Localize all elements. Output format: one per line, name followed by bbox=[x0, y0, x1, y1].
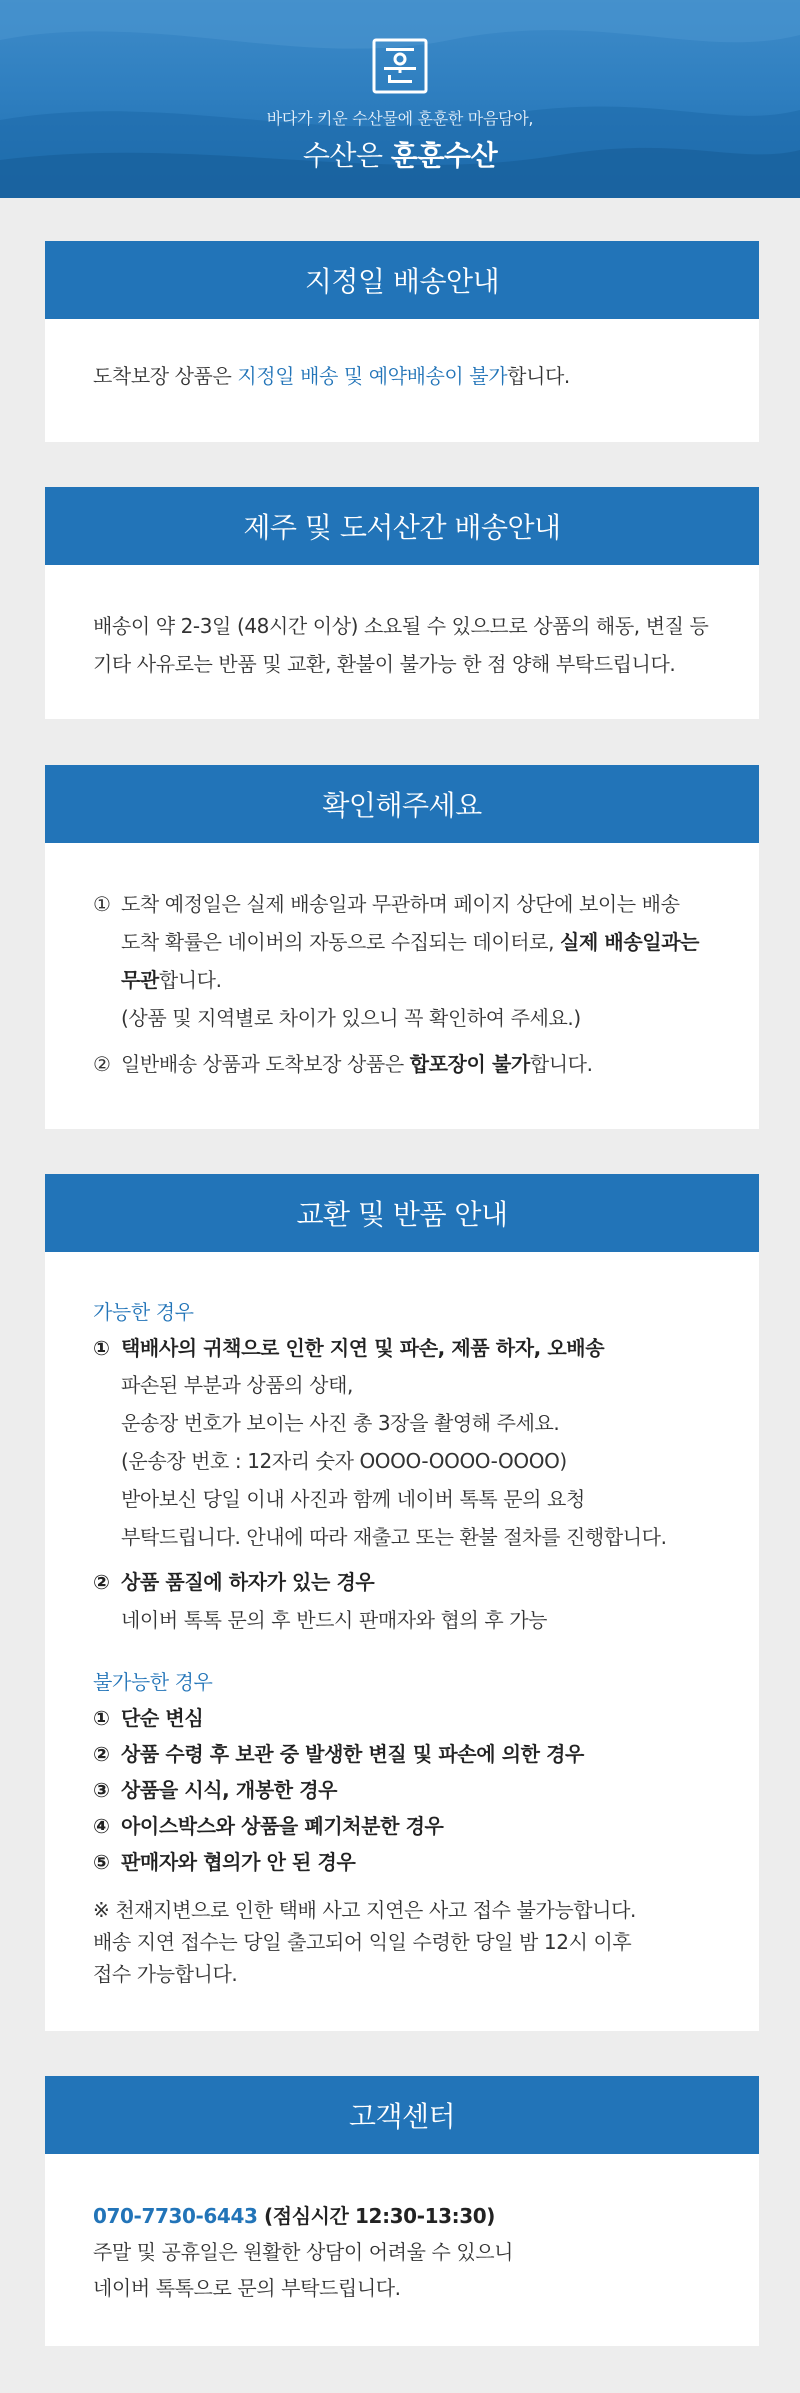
section-body bbox=[45, 2154, 759, 2306]
cs-phone-line bbox=[93, 2198, 711, 2234]
jeju-line-1: 배송이 약 2-3일 (48시간 이상) 소요될 수 있으므로 상품의 해동, 변질 등 bbox=[93, 614, 709, 638]
customer-center-card bbox=[45, 2076, 759, 2346]
cs-line-3: 네이버 톡톡으로 문의 부탁드립니다. bbox=[93, 2276, 401, 2300]
item-number: ② bbox=[93, 1052, 111, 1076]
item-number: ① bbox=[93, 1336, 110, 1360]
item-text: 일반배송 상품과 도착보장 상품은 bbox=[121, 1052, 410, 1076]
cs-hours: (점심시간 12:30-13:30) bbox=[257, 2204, 495, 2228]
hero-title bbox=[0, 134, 800, 174]
item-text: 합니다. bbox=[158, 968, 222, 992]
section-body bbox=[45, 565, 759, 683]
scheduled-text bbox=[93, 357, 711, 395]
impossible-cases-label: 불가능한 경우 bbox=[93, 1670, 213, 1694]
hero-title-prefix: 수산은 bbox=[302, 139, 391, 172]
item-title: 상품을 시식, 개봉한 경우 bbox=[121, 1778, 338, 1802]
item-text: 도착 예정일은 실제 배송일과 무관하며 페이지 상단에 보이는 배송 bbox=[121, 892, 680, 916]
item-title: 상품 수령 후 보관 중 발생한 변질 및 파손에 의한 경우 bbox=[121, 1742, 584, 1766]
section-body bbox=[45, 843, 759, 1083]
cs-phone-number[interactable]: 070-7730-6443 bbox=[93, 2204, 258, 2228]
note-line-3: 접수 가능합니다. bbox=[93, 1962, 238, 1986]
check-item-1 bbox=[93, 885, 711, 923]
text-plain: 합니다. bbox=[507, 364, 570, 388]
impossible-case-2 bbox=[93, 1736, 711, 1772]
impossible-case-1 bbox=[93, 1700, 711, 1736]
possible-case-1-detail-4: 받아보신 당일 이내 사진과 함께 네이버 톡톡 문의 요청 bbox=[121, 1487, 585, 1511]
item-number: ① bbox=[93, 892, 111, 916]
section-title: 확인해주세요 bbox=[45, 765, 759, 843]
note-line-1: ※ 천재지변으로 인한 택배 사고 지연은 사고 접수 불가능합니다. bbox=[93, 1898, 636, 1922]
possible-cases-label: 가능한 경우 bbox=[93, 1300, 194, 1324]
item-text: 합니다. bbox=[529, 1052, 593, 1076]
note-line-2: 배송 지연 접수는 당일 출고되어 익일 수령한 당일 밤 12시 이후 bbox=[93, 1930, 632, 1954]
item-number: ④ bbox=[93, 1814, 110, 1838]
item-number: ② bbox=[93, 1742, 110, 1766]
item-text-bold: 실제 배송일과는 bbox=[560, 930, 700, 954]
item-number: ① bbox=[93, 1706, 110, 1730]
jeju-line-2: 기타 사유로는 반품 및 교환, 환불이 불가능 한 점 양해 부탁드립니다. bbox=[93, 652, 676, 676]
item-number: ② bbox=[93, 1570, 110, 1594]
item-title: 단순 변심 bbox=[121, 1706, 204, 1730]
section-body bbox=[45, 319, 759, 395]
cs-line-2: 주말 및 공휴일은 원활한 상담이 어려울 수 있으니 bbox=[93, 2240, 514, 2264]
impossible-case-3 bbox=[93, 1772, 711, 1808]
impossible-case-4 bbox=[93, 1808, 711, 1844]
section-title: 제주 및 도서산간 배송안내 bbox=[45, 487, 759, 565]
text-plain: 도착보장 상품은 bbox=[93, 364, 238, 388]
item-text: 도착 확률은 네이버의 자동으로 수집되는 데이터로, bbox=[121, 930, 561, 954]
brand-logo-icon bbox=[372, 38, 428, 94]
text-highlight: 지정일 배송 및 예약배송이 불가 bbox=[237, 364, 508, 388]
scheduled-delivery-card bbox=[45, 241, 759, 442]
item-title: 택배사의 귀책으로 인한 지연 및 파손, 제품 하자, 오배송 bbox=[121, 1336, 605, 1360]
check-item-1-line-3 bbox=[93, 961, 711, 999]
check-item-2 bbox=[93, 1045, 711, 1083]
section-title: 고객센터 bbox=[45, 2076, 759, 2154]
item-title: 판매자와 협의가 안 된 경우 bbox=[121, 1850, 356, 1874]
return-note bbox=[93, 1894, 711, 1990]
section-title: 지정일 배송안내 bbox=[45, 241, 759, 319]
possible-case-1 bbox=[93, 1330, 711, 1366]
exchange-return-card bbox=[45, 1174, 759, 2031]
item-number: ⑤ bbox=[93, 1850, 110, 1874]
jeju-delivery-card bbox=[45, 487, 759, 719]
item-text-bold: 합포장이 불가 bbox=[409, 1052, 530, 1076]
possible-case-1-detail-5: 부탁드립니다. 안내에 따라 재출고 또는 환불 절차를 진행합니다. bbox=[121, 1525, 667, 1549]
section-body bbox=[45, 1252, 759, 1990]
hero-tagline: 바다가 키운 수산물에 훈훈한 마음담아, bbox=[266, 109, 534, 128]
possible-case-1-detail-3: (운송장 번호 : 12자리 숫자 OOOO-OOOO-OOOO) bbox=[121, 1449, 567, 1473]
item-title: 아이스박스와 상품을 폐기처분한 경우 bbox=[121, 1814, 444, 1838]
item-number: ③ bbox=[93, 1778, 110, 1802]
hero-brand-name: 훈훈수산 bbox=[390, 139, 498, 172]
possible-case-2-detail: 네이버 톡톡 문의 후 반드시 판매자와 협의 후 가능 bbox=[121, 1608, 548, 1632]
hero-banner bbox=[0, 0, 800, 198]
check-item-1-line-2 bbox=[93, 923, 711, 961]
item-title: 상품 품질에 하자가 있는 경우 bbox=[121, 1570, 375, 1594]
possible-case-1-detail-1: 파손된 부분과 상품의 상태, bbox=[121, 1373, 353, 1397]
check-item-1-line-4: (상품 및 지역별로 차이가 있으니 꼭 확인하여 주세요.) bbox=[121, 1006, 581, 1030]
check-notice-card bbox=[45, 765, 759, 1129]
possible-case-2 bbox=[93, 1564, 711, 1600]
item-text-bold: 무관 bbox=[121, 968, 159, 992]
section-title: 교환 및 반품 안내 bbox=[45, 1174, 759, 1252]
possible-case-1-detail-2: 운송장 번호가 보이는 사진 총 3장을 촬영해 주세요. bbox=[121, 1411, 560, 1435]
impossible-case-5 bbox=[93, 1844, 711, 1880]
